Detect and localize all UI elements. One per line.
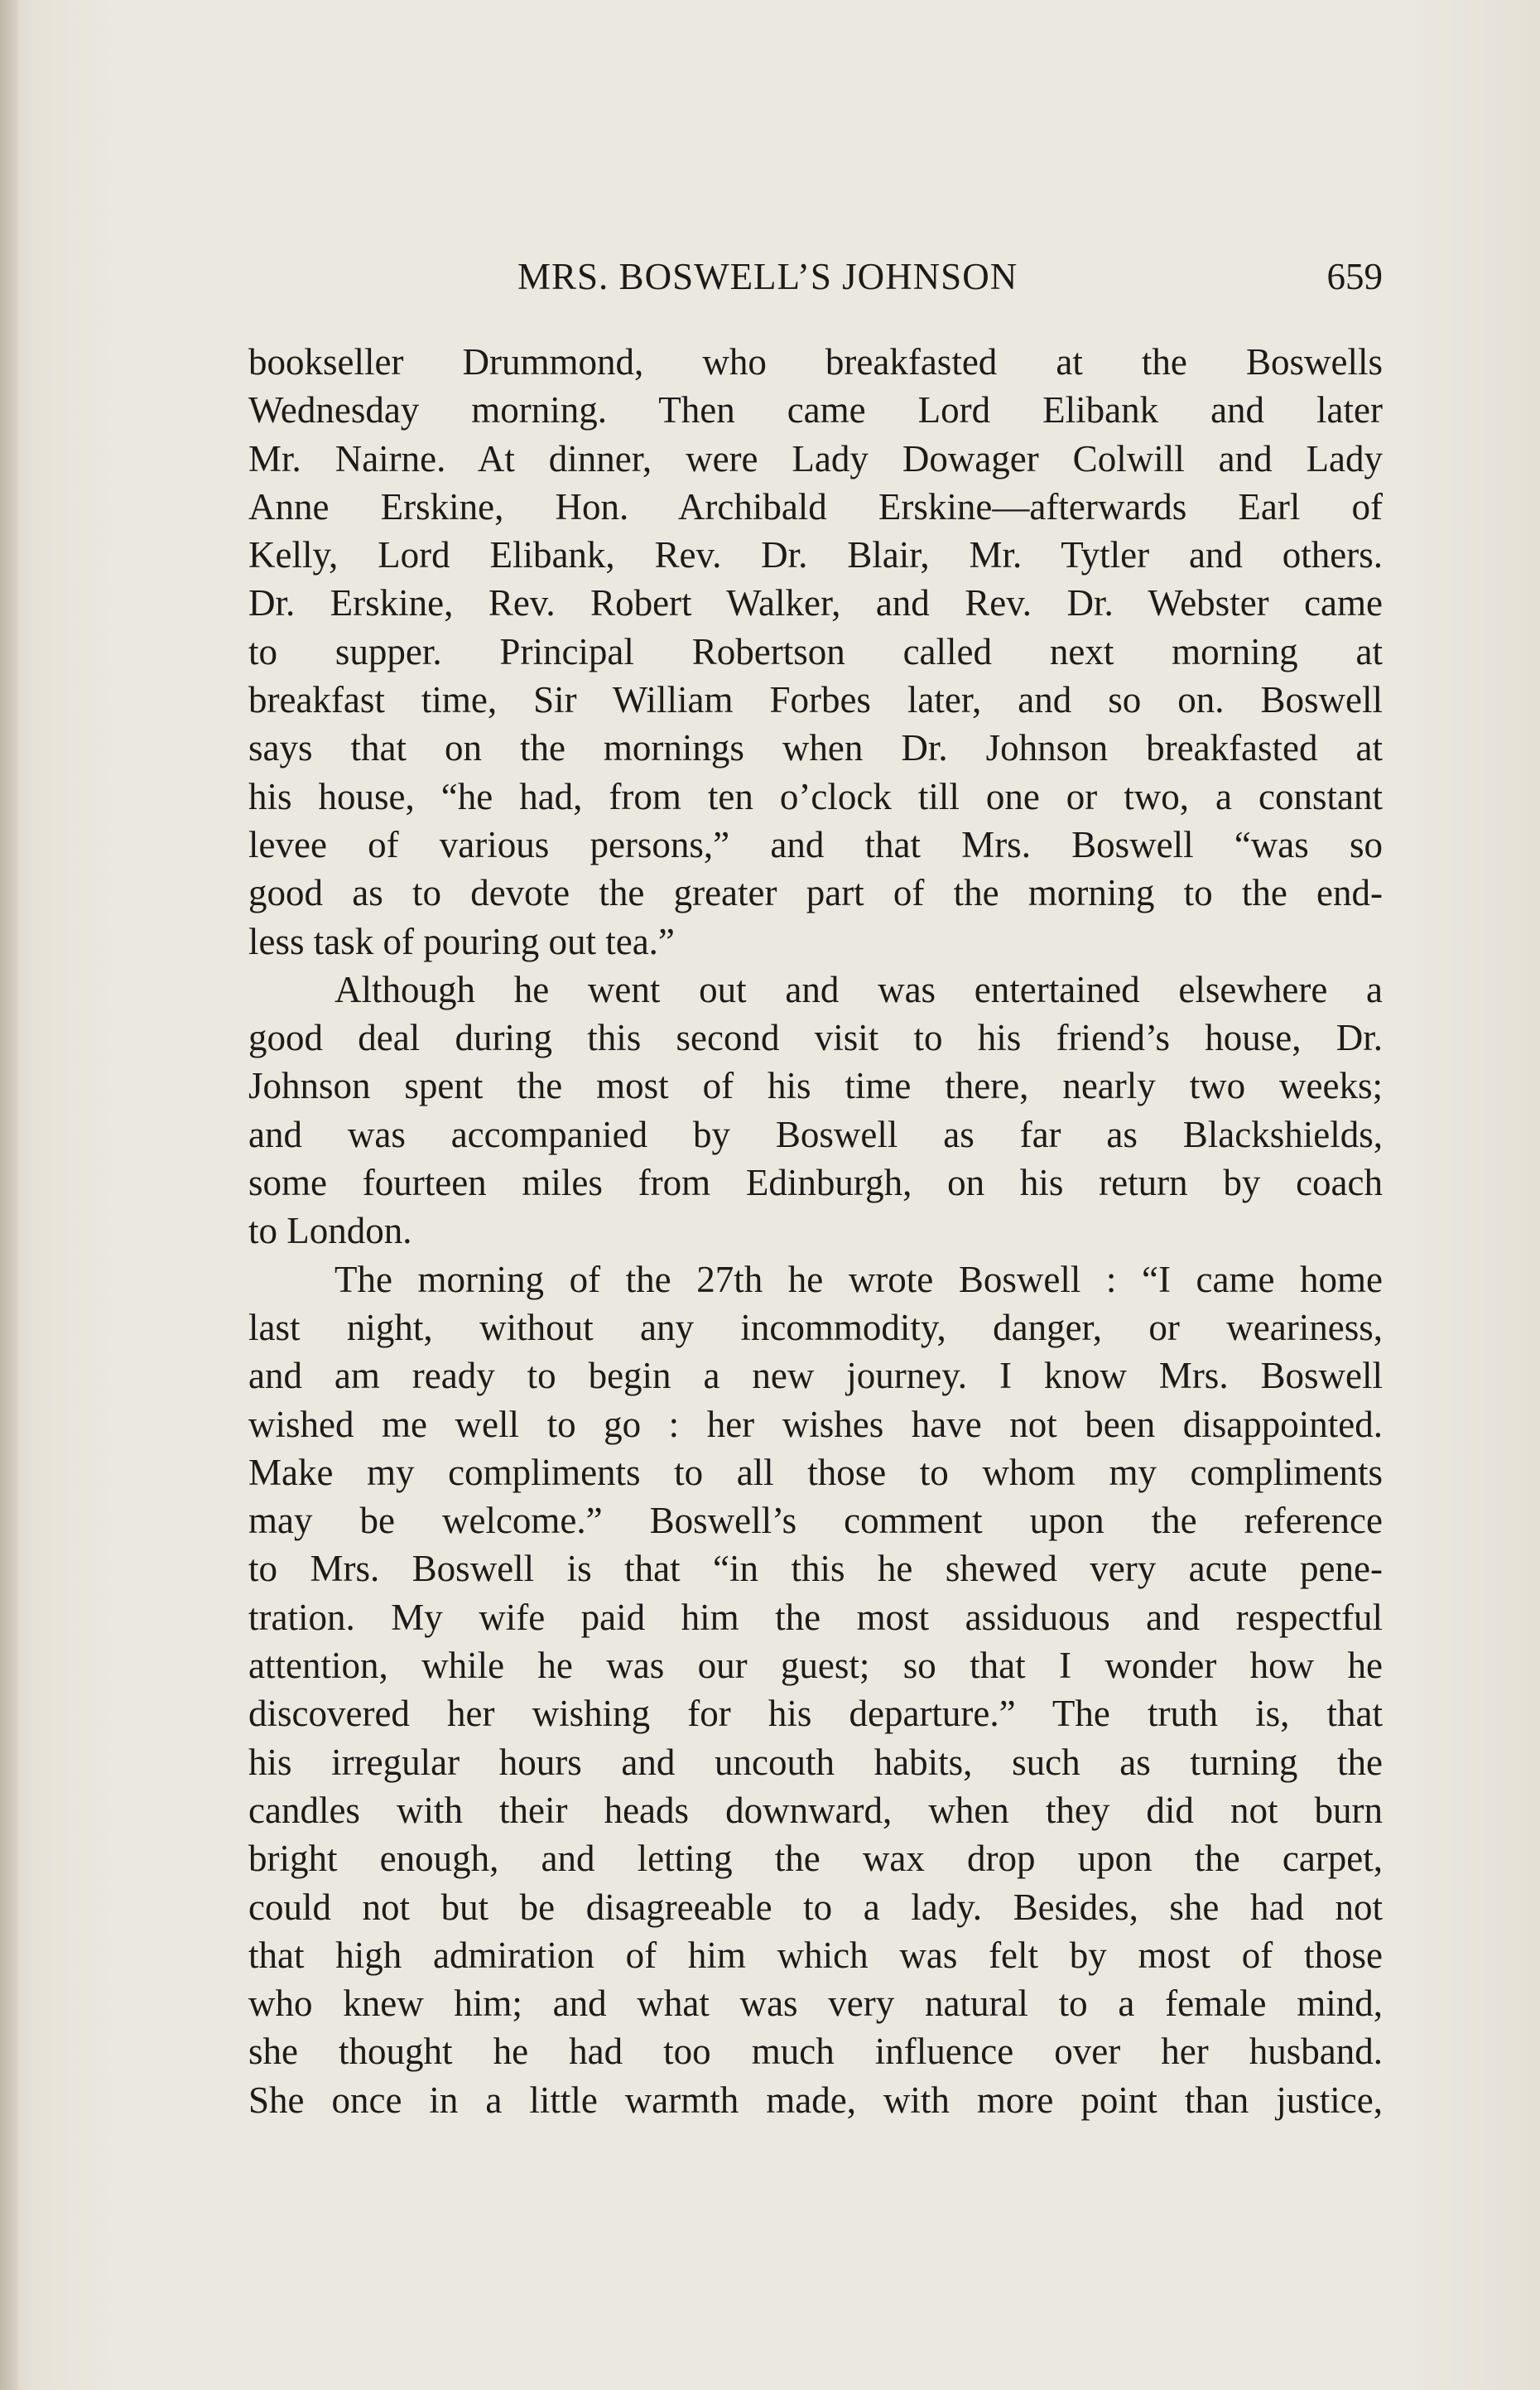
text-line: Anne Erskine, Hon. Archibald Erskine—afterwards Earl of — [248, 485, 1383, 528]
binding-edge — [0, 0, 18, 2390]
body-text — [248, 338, 1383, 2124]
page-number: 659 — [1326, 256, 1383, 297]
text-line: to Mrs. Boswell is that “in this he shewed very acute pene- — [248, 1548, 1383, 1590]
text-line: she thought he had too much influence over her husband. — [248, 2031, 1383, 2073]
text-line: that high admiration of him which was felt by most of those — [248, 1934, 1383, 1976]
text-line: who knew him; and what was very natural to a female mind, — [248, 1983, 1383, 2025]
text-line: good as to devote the greater part of the morning to the end- — [248, 872, 1383, 914]
text-line: Although he went out and was entertained elsewhere a — [334, 968, 1383, 1010]
text-line: says that on the mornings when Dr. Johnson breakfasted at — [248, 727, 1383, 769]
text-line: bookseller Drummond, who breakfasted at the Boswells — [248, 341, 1383, 383]
text-line: less task of pouring out tea.” — [248, 920, 675, 962]
text-line: last night, without any incommodity, danger, or weariness, — [248, 1306, 1383, 1348]
text-line: to London. — [248, 1210, 412, 1252]
text-line: good deal during this second visit to his friend’s house, Dr. — [248, 1017, 1383, 1059]
text-line: attention, while he was our guest; so that I wonder how he — [248, 1645, 1383, 1687]
text-line: tration. My wife paid him the most assiduous and respectful — [248, 1596, 1383, 1638]
running-title: MRS. BOSWELL’S JOHNSON — [517, 256, 1018, 297]
text-line: may be welcome.” Boswell’s comment upon the reference — [248, 1500, 1383, 1542]
text-line: bright enough, and letting the wax drop upon the carpet, — [248, 1838, 1383, 1880]
text-line: candles with their heads downward, when they did not burn — [248, 1789, 1383, 1831]
text-line: Wednesday morning. Then came Lord Elibank and later — [248, 389, 1383, 431]
text-line: could not but be disagreeable to a lady. Besides, she had not — [248, 1886, 1383, 1928]
text-line: Dr. Erskine, Rev. Robert Walker, and Rev. Dr. Webster came — [248, 582, 1383, 624]
text-line: levee of various persons,” and that Mrs. Boswell “was so — [248, 823, 1383, 865]
text-line: breakfast time, Sir William Forbes later, and so on. Boswell — [248, 679, 1383, 721]
paragraph-2 — [248, 966, 1383, 1255]
text-line: Kelly, Lord Elibank, Rev. Dr. Blair, Mr. Tytler and others. — [248, 534, 1383, 576]
text-line: Johnson spent the most of his time there, nearly two weeks; — [248, 1065, 1383, 1107]
text-line: and am ready to begin a new journey. I know Mrs. Boswell — [248, 1355, 1383, 1397]
text-line: to supper. Principal Robertson called next morning at — [248, 630, 1383, 672]
text-line: The morning of the 27th he wrote Boswell : “I came home — [334, 1258, 1383, 1300]
paragraph-3 — [248, 1255, 1383, 2124]
text-line: his irregular hours and uncouth habits, such as turning the — [248, 1741, 1383, 1783]
text-line: some fourteen miles from Edinburgh, on his return by coach — [248, 1162, 1383, 1204]
page-header — [248, 248, 1383, 306]
text-line: discovered her wishing for his departure.” The truth is, that — [248, 1693, 1383, 1735]
text-line: and was accompanied by Boswell as far as Blackshields, — [248, 1113, 1383, 1155]
text-line: Make my compliments to all those to whom my compliments — [248, 1451, 1383, 1493]
paragraph-1 — [248, 338, 1383, 966]
text-line: wished me well to go : her wishes have not been disappointed. — [248, 1403, 1383, 1445]
text-line: his house, “he had, from ten o’clock till one or two, a constant — [248, 775, 1383, 817]
text-line: Mr. Nairne. At dinner, were Lady Dowager Colwill and Lady — [248, 437, 1383, 479]
text-line: She once in a little warmth made, with more point than justice, — [248, 2079, 1383, 2121]
